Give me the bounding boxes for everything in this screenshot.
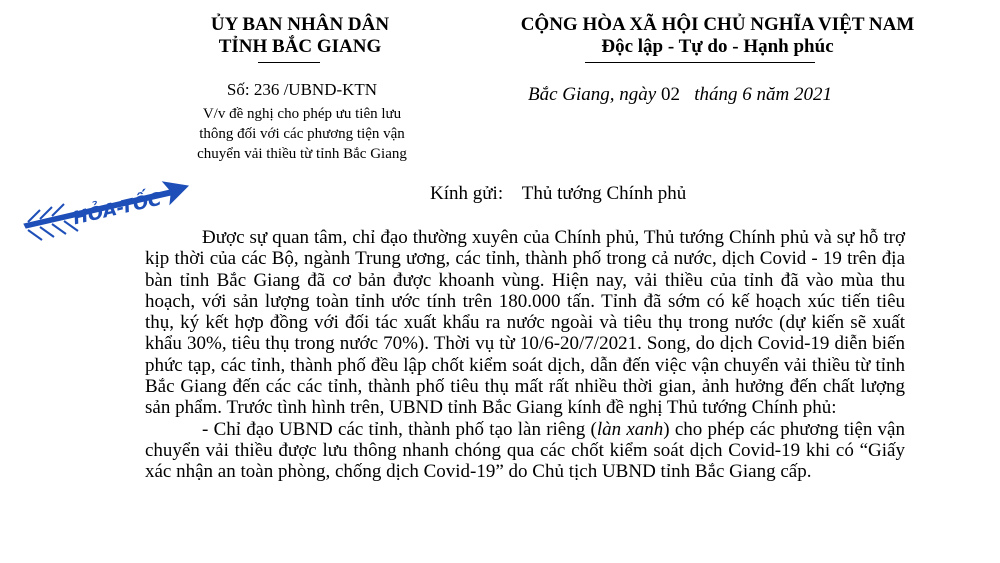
agency-line-2: TỈNH BẮC GIANG <box>218 36 382 57</box>
subject-line-1: V/v đề nghị cho phép ưu tiên lưu <box>202 106 402 122</box>
agency-line-1: ỦY BAN NHÂN DÂN <box>210 14 390 35</box>
motto-divider <box>585 62 815 63</box>
agency-divider <box>258 62 320 63</box>
document-body <box>145 227 905 483</box>
date-day: 02 <box>660 84 680 105</box>
salutation-recipient: Thủ tướng Chính phủ <box>521 183 687 204</box>
issuing-agency <box>150 14 450 58</box>
document-number: Số: 236 /UBND-KTN <box>226 80 378 99</box>
body-paragraph-2 <box>145 419 905 483</box>
document-subject <box>152 104 452 164</box>
stamp-label: HỎA-TỐC <box>71 188 164 230</box>
date-prefix: Bắc Giang, ngày <box>528 84 657 105</box>
para2-italic: làn xanh <box>596 418 664 440</box>
subject-line-3: chuyển vải thiều từ tỉnh Bắc Giang <box>197 146 407 162</box>
date-suffix: tháng 6 năm 2021 <box>694 84 832 105</box>
nation-title: CỘNG HÒA XÃ HỘI CHỦ NGHĨA VIỆT NAM <box>520 14 915 35</box>
para2-suffix: ) cho phép các phương tiện vận chuyển vải thiều được lưu thông nhanh chóng qua các chốt kiểm soát dịch Covid-19 khi có “Giấy xác nhận an toàn phòng, chống dịch Covid-19” do Chủ tịch UBND tỉnh Bắc Giang cấp. <box>145 418 905 483</box>
national-header <box>470 14 965 58</box>
nation-motto: Độc lập - Tự do - Hạnh phúc <box>601 36 834 57</box>
para2-prefix: - Chỉ đạo UBND các tỉnh, thành phố tạo làn riêng ( <box>202 418 597 440</box>
salutation <box>430 183 686 205</box>
body-paragraph-1: Được sự quan tâm, chỉ đạo thường xuyên của Chính phủ, Thủ tướng Chính phủ và sự hỗ trợ kịp thời của các Bộ, ngành Trung ương, các tỉnh, thành phố trong cả nước, dịch Covid - 19 trên địa bàn tỉnh Bắc Giang đã cơ bản được khoanh vùng. Hiện nay, vải thiều của tỉnh đã vào mùa thu hoạch, với sản lượng toàn tỉnh ước tính trên 180.000 tấn. Tỉnh đã sớm có kế hoạch xúc tiến tiêu thụ, ký kết hợp đồng với đối tác xuất khẩu ra nước ngoài và tiêu thụ trong nước (dự kiến sẽ xuất khẩu 30%, tiêu thụ trong nước 70%). Thời vụ từ 10/6-20/7/2021. Song, do dịch Covid-19 diễn biến phức tạp, các tỉnh, thành phố đều lập chốt kiểm soát dịch, dẫn đến việc vận chuyển vải thiều từ tỉnh Bắc Giang đến các các tỉnh, thành phố tiêu thụ mất rất nhiều thời gian, ảnh hưởng đến chất lượng sản phẩm. Trước tình hình trên, UBND tỉnh Bắc Giang kính đề nghị Thủ tướng Chính phủ: <box>145 227 905 419</box>
salutation-label: Kính gửi: <box>430 183 504 204</box>
subject-line-2: thông đối với các phương tiện vận <box>199 126 405 142</box>
date-line <box>470 84 890 106</box>
